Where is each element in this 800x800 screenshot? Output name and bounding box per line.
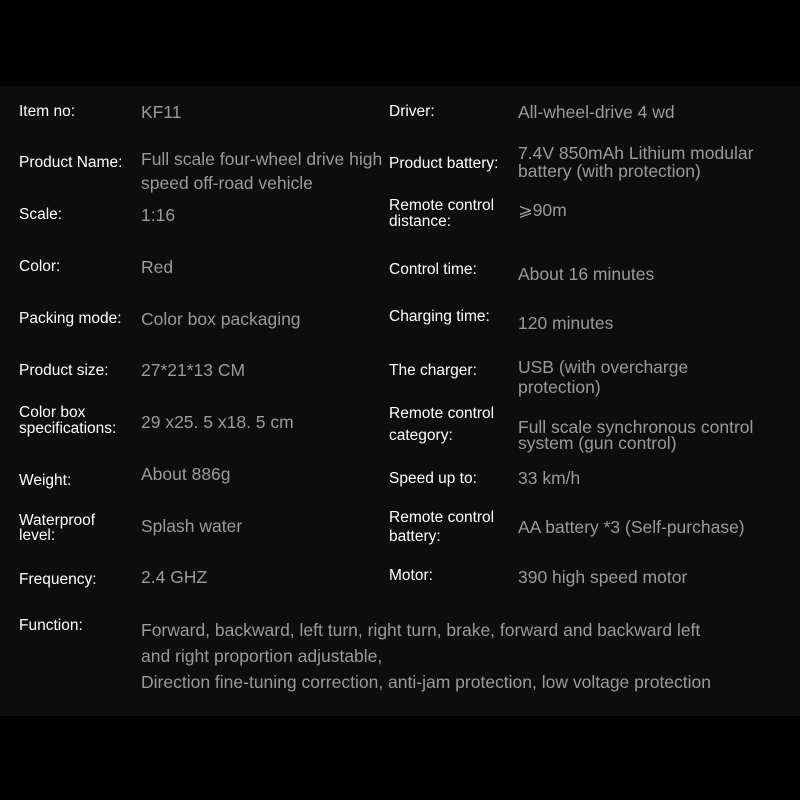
function-label: Function:	[19, 617, 83, 634]
color-label: Color:	[19, 258, 61, 275]
product-name-label: Product Name:	[19, 154, 123, 171]
control-time-value: About 16 minutes	[518, 264, 655, 284]
function-value-line2: and right proportion adjustable,	[141, 646, 383, 666]
product-battery-value-line1: 7.4V 850mAh Lithium modular	[518, 143, 754, 163]
charging-time-value: 120 minutes	[518, 313, 614, 333]
rc-distance-label-line1: Remote control	[389, 197, 495, 214]
frequency-label: Frequency:	[19, 571, 97, 588]
rc-category-label-line2: category:	[389, 427, 453, 444]
driver-value: All-wheel-drive 4 wd	[518, 102, 675, 122]
rc-battery-label-line2: battery:	[389, 528, 441, 545]
motor-label: Motor:	[389, 567, 433, 584]
packing-mode-value: Color box packaging	[141, 309, 301, 329]
frequency-value: 2.4 GHZ	[141, 567, 208, 587]
packing-mode-label: Packing mode:	[19, 310, 122, 327]
item-no-value: KF11	[141, 102, 182, 122]
rc-category-label-line1: Remote control	[389, 405, 495, 422]
rc-category-value-line2: system (gun control)	[518, 433, 677, 453]
speed-value: 33 km/h	[518, 468, 581, 488]
box-spec-label-line1: Color box	[19, 404, 86, 421]
box-spec-value: 29 x25. 5 x18. 5 cm	[141, 412, 294, 432]
control-time-label: Control time:	[389, 261, 477, 278]
color-value: Red	[141, 257, 174, 277]
rc-category-value-line1: Full scale synchronous control	[518, 417, 754, 437]
charger-value-line2: protection)	[518, 377, 601, 397]
driver-label: Driver:	[389, 103, 435, 120]
charging-time-label: Charging time:	[389, 308, 490, 325]
scale-label: Scale:	[19, 206, 63, 223]
product-battery-label: Product battery:	[389, 155, 499, 172]
speed-label: Speed up to:	[389, 470, 477, 487]
weight-label: Weight:	[19, 472, 72, 489]
product-size-value: 27*21*13 CM	[141, 360, 246, 380]
rc-distance-label-line2: distance:	[389, 213, 452, 230]
product-size-label: Product size:	[19, 362, 109, 379]
item-no-label: Item no:	[19, 103, 75, 120]
waterproof-label-line1: Waterproof	[19, 512, 96, 529]
weight-value: About 886g	[141, 464, 231, 484]
function-value-line1: Forward, backward, left turn, right turn, brake, forward and backward left	[141, 620, 701, 640]
rc-battery-value: AA battery *3 (Self-purchase)	[518, 517, 745, 537]
charger-label: The charger:	[389, 362, 477, 379]
product-battery-value-line2: battery (with protection)	[518, 161, 701, 181]
motor-value: 390 high speed motor	[518, 567, 688, 587]
function-value-line3: Direction fine-tuning correction, anti-jam protection, low voltage protection	[141, 672, 712, 692]
product-name-value: Full scale four-wheel drive high speed off-road vehicle	[141, 149, 383, 193]
waterproof-label-line2: level:	[19, 527, 56, 544]
scale-value: 1:16	[141, 205, 176, 225]
box-spec-label-line2: specifications:	[19, 420, 117, 437]
charger-value-line1: USB (with overcharge	[518, 357, 689, 377]
rc-distance-value: ⩾90m	[518, 200, 567, 220]
rc-battery-label-line1: Remote control	[389, 509, 495, 526]
waterproof-value: Splash water	[141, 516, 243, 536]
